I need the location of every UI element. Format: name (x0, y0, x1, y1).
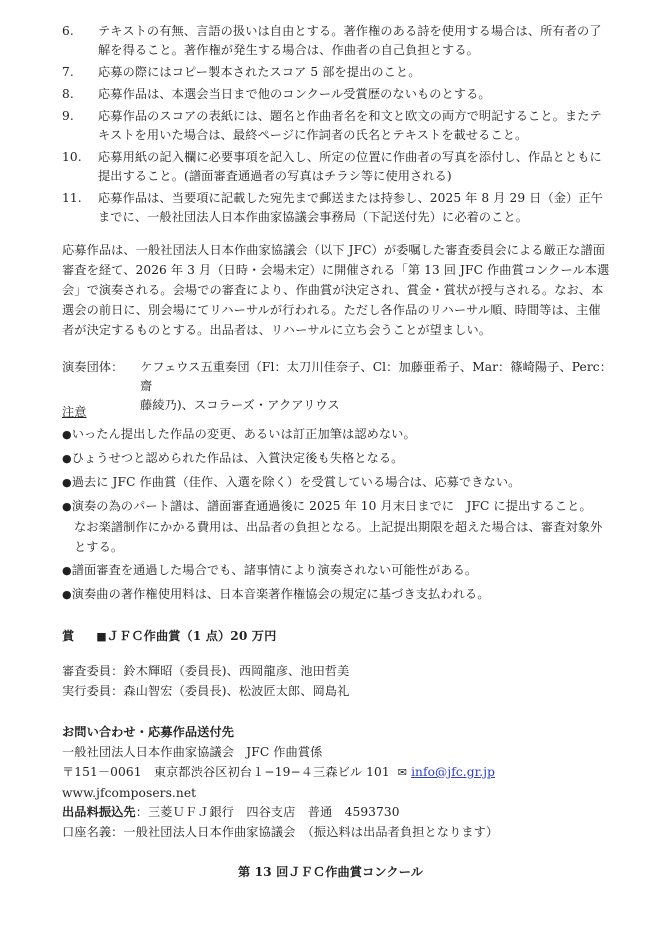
bullet-icon: ● (62, 588, 72, 601)
note-item (62, 472, 622, 493)
ensemble-line: ケフェウス五重奏団（Fl：太刀川佳奈子、Cl：加藤亜希子、Mar：篠崎陽子、Perc：齋 (140, 360, 612, 393)
item-number: 6. (62, 24, 74, 38)
note-item (62, 560, 622, 581)
bullet-icon: ● (62, 500, 72, 513)
ensemble-label: 演奏団体： (62, 360, 124, 374)
payment-section (62, 802, 632, 842)
item-line: 応募作品は、当要項に記載した宛先まで郵送または持参し、2025 年 8 月 29 日（金）正午 (98, 191, 603, 205)
website-text: www.jfcomposers.net (62, 786, 197, 800)
paragraph-line: 会」で演奏される。会場での審査により、作曲賞が決定され、賞金・賞状が授与される。なお、本 (62, 283, 604, 297)
item-number: 11. (62, 191, 82, 205)
requirements-list (62, 22, 622, 230)
note-text: ひょうせつと認められた作品は、入賞決定後も失格となる。 (71, 451, 404, 465)
item-line: テキストの有無、言語の扱いは自由とする。著作権のある詩を使用する場合は、所有者の了 (98, 24, 602, 38)
note-item (62, 584, 622, 605)
item-number: 7. (62, 65, 74, 79)
contact-org: 一般社団法人日本作曲家協議会 JFC 作曲賞係 (62, 745, 323, 759)
bullet-icon: ● (62, 476, 72, 489)
paragraph-line: 応募作品は、一般社団法人日本作曲家協議会（以下 JFC）が委嘱した審査委員会による厳正な譜面 (62, 243, 606, 257)
item-line: 応募作品のスコアの表紙には、題名と作曲者名を和文と欧文の両方で明記すること。またテ (98, 109, 602, 123)
bullet-icon: ● (62, 428, 72, 441)
prize-text: ＪＦＣ作曲賞（1 点）20 万円 (106, 629, 277, 643)
list-item (62, 22, 622, 60)
paragraph-line: 審査を経て、2026 年 3 月（日時・会場未定）に開催される「第 13 回 JFC 作曲賞コンクール本選 (62, 263, 610, 277)
item-line: キストを用いた場合は、最終ページに作詞者の氏名とテキストを載せること。 (98, 128, 528, 142)
contact-title: お問い合わせ・応募作品送付先 (62, 725, 235, 739)
item-line: 解を得ること。著作権が発生する場合は、作曲者の自己負担とする。 (98, 43, 479, 57)
prize-label: 賞 (62, 629, 75, 643)
payment-bank: ：三菱ＵＦＪ銀行 四谷支店 普通 4593730 (135, 805, 400, 819)
note-item (62, 448, 622, 469)
list-item (62, 85, 622, 104)
note-item (62, 496, 622, 557)
square-icon: ■ (96, 630, 107, 643)
footer-title: 第 13 回ＪＦＣ作曲賞コンクール (237, 865, 424, 879)
payment-bank-line (62, 802, 632, 822)
contact-address-line (62, 762, 632, 803)
email-link[interactable]: info@jfc.gr.jp (411, 765, 495, 779)
note-continuation: なお楽譜制作にかかる費用は、出品者の負担となる。上記提出期限を超えた場合は、審査対象外 (74, 520, 603, 534)
note-text: 過去に JFC 作曲賞（佳作、入選を除く）を受賞している場合は、応募できない。 (71, 475, 521, 489)
paragraph-line: 者が決定するものとする。出品者は、リハーサルに立ち会うことが望ましい。 (62, 323, 492, 337)
judges-line: 審査委員：鈴木輝昭（委員長)、西岡龍彦、池田哲美 (62, 664, 350, 678)
contact-section (62, 722, 632, 803)
mail-icon: ✉ (397, 766, 408, 779)
note-item (62, 424, 622, 445)
executive-line: 実行委員：森山智宏（委員長)、松波匠太郎、岡島礼 (62, 684, 350, 698)
list-item (62, 63, 622, 82)
item-number: 10. (62, 150, 82, 164)
bullet-icon: ● (62, 452, 72, 465)
bullet-icon: ● (62, 564, 72, 577)
note-continuation: とする。 (74, 540, 124, 554)
note-text: 譜面審査を通過した場合でも、諸事情により演奏されない可能性がある。 (71, 563, 478, 577)
ensemble-line: 藤綾乃)、スコラーズ・アクアリウス (140, 398, 340, 412)
committee-section (62, 661, 622, 701)
note-text: 演奏曲の著作権使用料は、日本音楽著作権協会の規定に基づき支払われる。 (71, 587, 490, 601)
payment-account-name: 口座名義：一般社団法人日本作曲家協議会 （振込料は出品者負担となります） (62, 825, 499, 839)
prize-section (62, 626, 276, 647)
note-text: いったん提出した作品の変更、あるいは訂正加筆は認めない。 (71, 427, 416, 441)
paragraph-line: 選会の前日に、別会場にてリハーサルが行われる。ただし各作品のリハーサル順、時間等は、主催 (62, 303, 601, 317)
payment-label: 出品料振込先 (62, 805, 136, 819)
note-text: 演奏の為のパート譜は、譜面審査通過後に 2025 年 10 月末日までに JFC に提出すること。 (71, 499, 592, 513)
notes-section (62, 402, 622, 608)
item-line: 応募作品は、本選会当日まで他のコンクール受賞歴のないものとする。 (98, 87, 491, 101)
item-line: 応募の際にはコピー製本されたスコア 5 部を提出のこと。 (98, 65, 421, 79)
list-item (62, 189, 622, 227)
list-item (62, 107, 622, 145)
item-line: 応募用紙の記入欄に必要事項を記入し、所定の位置に作曲者の写真を添付し、作品とともに (98, 150, 602, 164)
contact-address: 〒151－0061 東京都渋谷区初台１−19−４三森ビル 101 (62, 765, 390, 779)
item-number: 8. (62, 87, 74, 101)
item-number: 9. (62, 109, 74, 123)
notes-title: 注意 (62, 405, 87, 419)
item-line: 提出すること。(譜面審査通過者の写真はチラシ等に使用される) (98, 169, 452, 183)
item-line: までに、一般社団法人日本作曲家協議会事務局（下記送付先）に必着のこと。 (98, 210, 529, 224)
main-paragraph (62, 240, 612, 340)
list-item (62, 148, 622, 186)
